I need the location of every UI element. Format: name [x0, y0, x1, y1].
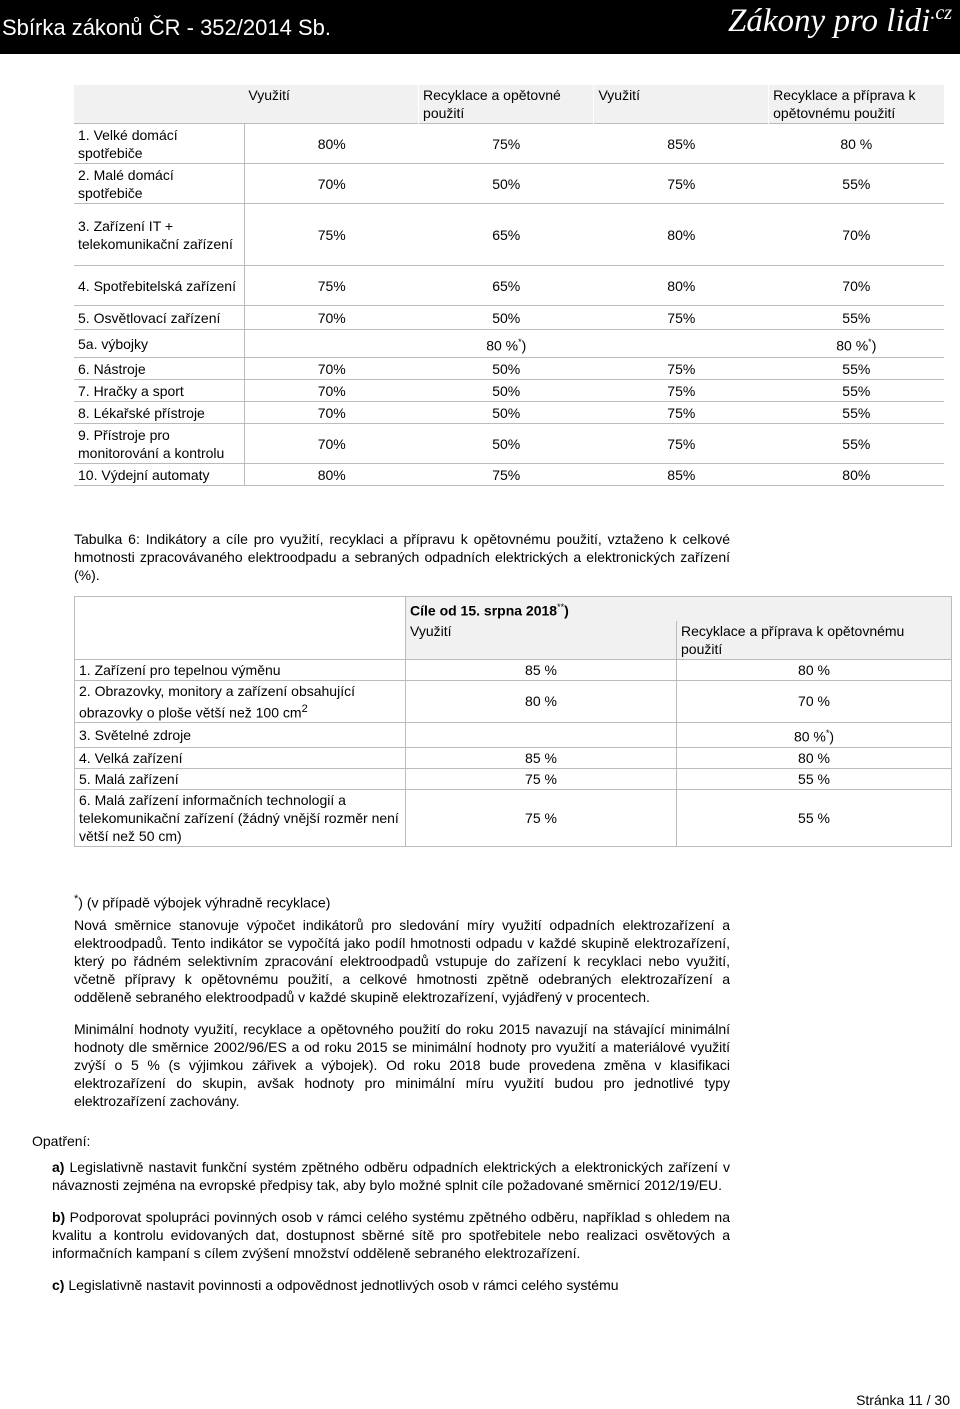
value-cell: 70%: [244, 306, 418, 330]
value-cell: 80%: [244, 464, 418, 486]
table-row: [74, 124, 944, 164]
value-cell: 80%: [769, 464, 944, 486]
table-header-row: [74, 85, 944, 124]
value-cell: 75 %: [406, 789, 677, 846]
row-label: 6. Malá zařízení informačních technologií a telekomunikační zařízení (žádný vnější rozměr není větší než 50 cm): [75, 789, 406, 846]
value-cell: 75%: [594, 380, 769, 402]
row-label: 3. Světelné zdroje: [75, 723, 406, 748]
table-row: [74, 464, 944, 486]
table-row: [75, 789, 952, 846]
brand-logo[interactable]: [728, 2, 952, 40]
value-cell: 50%: [419, 424, 594, 464]
row-label: 3. Zařízení IT + telekomunikační zařízení: [74, 204, 244, 266]
paragraph: Minimální hodnoty využití, recyklace a opětovného použití do roku 2015 navazují na stávající minimální hodnoty dle směrnice 2002/96/ES a od roku 2015 se minimální hodnoty pro využití a materiálové využití zvýší o 5 % (s výjimkou zářivek a výbojek). Od roku 2018 bude provedena změna v klasifikaci elektrozařízení do skupin, avšak hodnoty pro minimální míru využití budou pro jednotlivé typy elektrozařízení zachovány.: [74, 1020, 730, 1109]
row-label: 5. Osvětlovací zařízení: [74, 306, 244, 330]
page-header: [0, 0, 960, 54]
value-cell: 80 %: [406, 680, 677, 723]
value-cell: 75%: [594, 164, 769, 204]
value-cell: 75%: [594, 402, 769, 424]
row-label: 4. Velká zařízení: [75, 747, 406, 768]
table-row: [75, 680, 952, 723]
value-cell: 55%: [769, 164, 944, 204]
table-row: [74, 402, 944, 424]
value-cell: 75%: [594, 306, 769, 330]
value-cell: 65%: [419, 266, 594, 306]
value-cell: 55 %: [677, 768, 952, 789]
value-cell: 85%: [594, 124, 769, 164]
value-cell: 75%: [594, 424, 769, 464]
value-cell: 65%: [419, 204, 594, 266]
measure-item: c) Legislativně nastavit povinnosti a odpovědnost jednotlivých osob v rámci celého systému: [52, 1277, 619, 1293]
table2-title: Cíle od 15. srpna 2018**): [406, 597, 952, 621]
value-cell: 70%: [244, 380, 418, 402]
value-cell: 85%: [594, 464, 769, 486]
value-cell: 55 %: [677, 789, 952, 846]
value-cell: 80 %*): [769, 330, 944, 358]
paragraph: Nová směrnice stanovuje výpočet indikátorů pro sledování míry využití odpadních elektrozařízení a elektroodpadů. Tento indikátor se vypočítá jako podíl hmotnosti odpadu v každé skupině elektrozařízení, který po řádném selektivním zpracování elektroodpadů vstupuje do zařízení k recyklaci nebo využití, včetně přípravy k opětovnému použití, a celkové hmotnosti zpětně odebraných elektrozařízení a odděleně sebraného elektroodpadů v každé skupině elektrozařízení, vyjádřený v procentech.: [74, 916, 730, 1005]
table2-title-row: [75, 597, 952, 621]
col-header: Recyklace a příprava k opětovnému použití: [769, 85, 944, 124]
value-cell: 70%: [244, 402, 418, 424]
row-label: 7. Hračky a sport: [74, 380, 244, 402]
row-label: 6. Nástroje: [74, 358, 244, 380]
value-cell: 70%: [244, 164, 418, 204]
value-cell: 50%: [419, 380, 594, 402]
table-row: [74, 424, 944, 464]
value-cell: 50%: [419, 164, 594, 204]
value-cell: 80 %*): [419, 330, 594, 358]
measures-heading: Opatření:: [32, 1133, 91, 1149]
footnote: *) (v případě výbojek výhradně recyklace): [74, 893, 331, 911]
brand-name: Zákony pro lidi: [728, 3, 931, 39]
table-row: [74, 330, 944, 358]
table-caption: Tabulka 6: Indikátory a cíle pro využití, recyklaci a přípravu k opětovnému použití, vztaženo k celkové hmotnosti zpracovávaného elektroodpadu a sebraných odpadních elektrických a elektronických zařízení (%).: [74, 531, 730, 583]
value-cell: 80 %*): [677, 723, 952, 748]
col-header: Využití: [594, 85, 769, 124]
col-header: Využití: [406, 621, 677, 660]
value-cell: 50%: [419, 358, 594, 380]
row-label: 5. Malá zařízení: [75, 768, 406, 789]
value-cell: [594, 330, 769, 358]
value-cell: 85 %: [406, 659, 677, 680]
row-label: 2. Obrazovky, monitory a zařízení obsahující obrazovky o ploše větší než 100 $cm^2$: [75, 680, 406, 723]
col-header: Využití: [244, 85, 418, 124]
row-label: 10. Výdejní automaty: [74, 464, 244, 486]
table-row: [74, 380, 944, 402]
value-cell: [244, 330, 418, 358]
value-cell: 70%: [769, 204, 944, 266]
page-number: Stránka 11 / 30: [856, 1392, 950, 1408]
col-header: Recyklace a opětovné použití: [419, 85, 594, 124]
value-cell: 75%: [244, 266, 418, 306]
measures-list: [52, 1158, 730, 1308]
table-row: [74, 306, 944, 330]
brand-suffix: .cz: [930, 2, 952, 24]
measure-item: a) Legislativně nastavit funkční systém zpětného odběru odpadních elektrických a elektronických zařízení v návaznosti zejména na evropské předpisy tak, aby bylo možné splnit cíle požadované směrnicí 2012/19/EU.: [52, 1159, 730, 1193]
table-row: [74, 358, 944, 380]
row-label: 5a. výbojky: [74, 330, 244, 358]
document-title: Sbírka zákonů ČR - 352/2014 Sb.: [2, 15, 331, 40]
value-cell: 85 %: [406, 747, 677, 768]
row-label: 1. Zařízení pro tepelnou výměnu: [75, 659, 406, 680]
table-row: [74, 204, 944, 266]
value-cell: 55%: [769, 380, 944, 402]
value-cell: 80 %: [769, 124, 944, 164]
value-cell: 75%: [419, 124, 594, 164]
value-cell: 75 %: [406, 768, 677, 789]
value-cell: 70 %: [677, 680, 952, 723]
value-cell: 70%: [244, 424, 418, 464]
value-cell: 50%: [419, 402, 594, 424]
value-cell: 55%: [769, 306, 944, 330]
value-cell: 75%: [594, 358, 769, 380]
value-cell: [406, 723, 677, 748]
row-label: 4. Spotřebitelská zařízení: [74, 266, 244, 306]
table-row: [74, 266, 944, 306]
targets-2018-table: [74, 596, 952, 847]
value-cell: 75%: [244, 204, 418, 266]
row-label: 9. Přístroje pro monitorování a kontrolu: [74, 424, 244, 464]
col-header: Recyklace a příprava k opětovnému použití: [677, 621, 952, 660]
value-cell: 80%: [594, 204, 769, 266]
table-row: [75, 768, 952, 789]
value-cell: 55%: [769, 424, 944, 464]
value-cell: 80 %: [677, 659, 952, 680]
value-cell: 55%: [769, 358, 944, 380]
row-label: 2. Malé domácí spotřebiče: [74, 164, 244, 204]
row-label: 1. Velké domácí spotřebiče: [74, 124, 244, 164]
value-cell: 70%: [769, 266, 944, 306]
value-cell: 70%: [244, 358, 418, 380]
value-cell: 80 %: [677, 747, 952, 768]
value-cell: 75%: [419, 464, 594, 486]
table-row: [75, 659, 952, 680]
table-row: [74, 164, 944, 204]
table-row: [75, 747, 952, 768]
value-cell: 80%: [244, 124, 418, 164]
value-cell: 55%: [769, 402, 944, 424]
measure-item: b) Podporovat spolupráci povinných osob v rámci celého systému zpětného odběru, například s ohledem na kvalitu a kontrolu evidovaných dat, dostupnost sběrné sítě pro spotřebitele nebo realizaci osvětových a informačních kampaní s cílem zvýšení množství odděleně sebraného elektrozařízení.: [52, 1209, 730, 1261]
targets-table: [74, 85, 944, 486]
value-cell: 50%: [419, 306, 594, 330]
notes: [74, 890, 730, 1124]
table-row: [75, 723, 952, 748]
value-cell: 80%: [594, 266, 769, 306]
row-label: 8. Lékařské přístroje: [74, 402, 244, 424]
